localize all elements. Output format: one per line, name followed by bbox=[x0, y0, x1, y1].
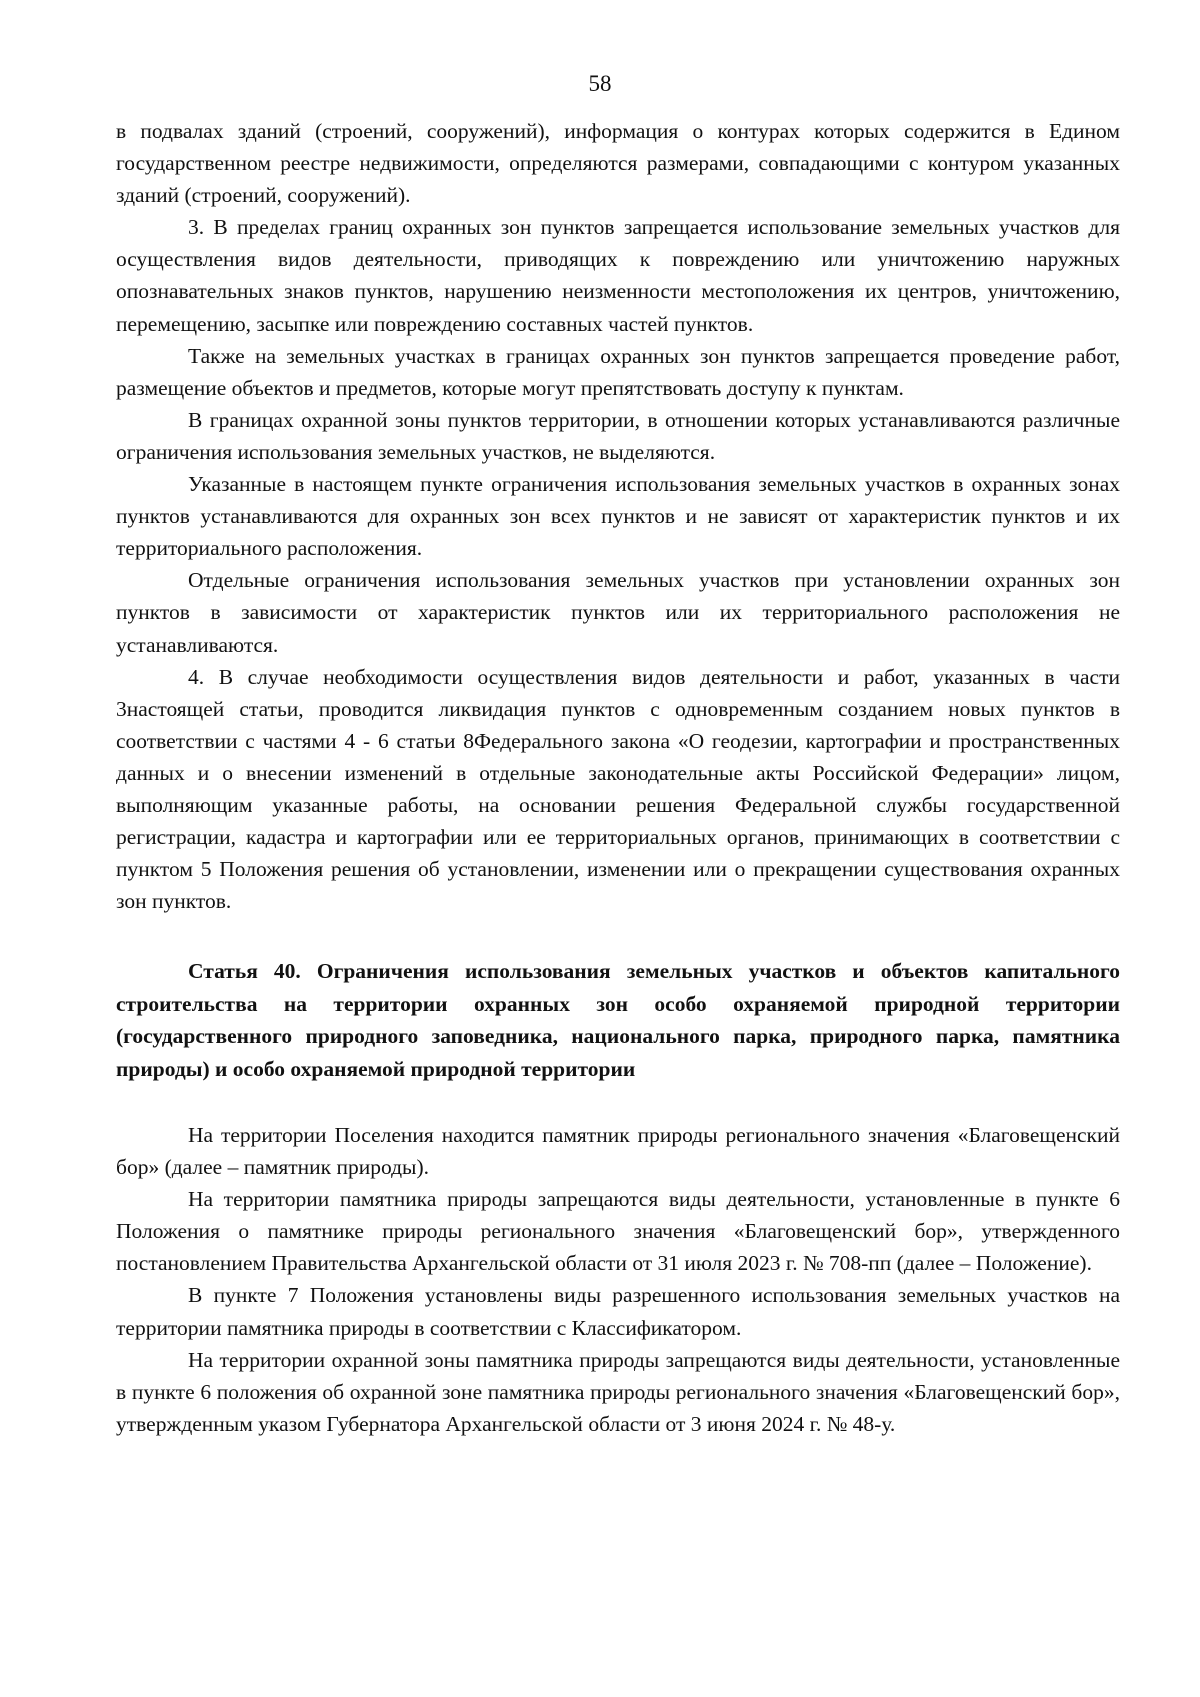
paragraph-item-3: 3. В пределах границ охранных зон пунктов запрещается использование земельных участков для осуществления видов деятельности, приводящих к повреждению или уничтожению наружных опознавательных знаков пунктов, нарушению неизменности местоположения их центров, уничтожению, перемещению, засыпке или повреждению составных частей пунктов. bbox=[116, 215, 1120, 336]
paragraph-permitted-use: В пункте 7 Положения установлены виды разрешенного использования земельных участков на территории памятника природы в соответствии с Классификатором. bbox=[116, 1283, 1120, 1340]
paragraph-access-restriction: Также на земельных участках в границах охранных зон пунктов запрещается проведение работ, размещение объектов и предметов, которые могут препятствовать доступу к пунктам. bbox=[116, 343, 1120, 400]
paragraph-nature-monument: На территории Поселения находится памятник природы регионального значения «Благовещенский бор» (далее – памятник природы). bbox=[116, 1122, 1120, 1180]
article-40-heading: Статья 40. Ограничения использования земельных участков и объектов капитального строительства на территории охранных зон особо охраняемой природной территории (государственного природного заповедника, национального парка, природного парка, памятника природы) и особо охраняемой природной территории bbox=[116, 959, 1120, 1081]
document-body bbox=[116, 115, 1120, 1440]
paragraph-zone-territories: В границах охранной зоны пунктов территории, в отношении которых устанавливаются различные ограничения использования земельных участков, не выделяются. bbox=[116, 407, 1120, 464]
page-number: 58 bbox=[588, 71, 612, 96]
paragraph-separate-restrictions: Отдельные ограничения использования земельных участков при установлении охранных зон пунктов в зависимости от характеристик пунктов или их территориального расположения не устанавливаются. bbox=[116, 568, 1120, 657]
paragraph-buffer-zone: На территории охранной зоны памятника природы запрещаются виды деятельности, установленные в пункте 6 положения об охранной зоне памятника природы регионального значения «Благовещенский бор», утвержденным указом Губернатора Архангельской области от 3 июня 2024 г. № 48-у. bbox=[116, 1347, 1120, 1436]
paragraph-item-4: 4. В случае необходимости осуществления видов деятельности и работ, указанных в части 3настоящей статьи, проводится ликвидация пунктов с одновременным созданием новых пунктов в соответствии с частями 4 - 6 статьи 8Федерального закона «О геодезии, картографии и пространственных данных и о внесении изменений в отдельные законодательные акты Российской Федерации» лицом, выполняющим указанные работы, на основании решения Федеральной службы государственной регистрации, кадастра и картографии или ее территориальных органов, принимающих в соответствии с пунктом 5 Положения решения об установлении, изменении или о прекращении существования охранных зон пунктов. bbox=[116, 664, 1120, 914]
paragraph-continuation: в подвалах зданий (строений, сооружений), информация о контурах которых содержится в Едином государственном реестре недвижимости, определяются размерами, совпадающими с контуром указанных зданий (строений, сооружений). bbox=[116, 119, 1120, 208]
paragraph-prohibited-activities: На территории памятника природы запрещаются виды деятельности, установленные в пункте 6 Положения о памятнике природы регионального значения «Благовещенский бор», утвержденного постановлением Правительства Архангельской области от 31 июля 2023 г. № 708-пп (далее – Положение). bbox=[116, 1187, 1120, 1276]
paragraph-restrictions-apply: Указанные в настоящем пункте ограничения использования земельных участков в охранных зонах пунктов устанавливаются для охранных зон всех пунктов и не зависят от характеристик пунктов и их территориального расположения. bbox=[116, 472, 1120, 561]
